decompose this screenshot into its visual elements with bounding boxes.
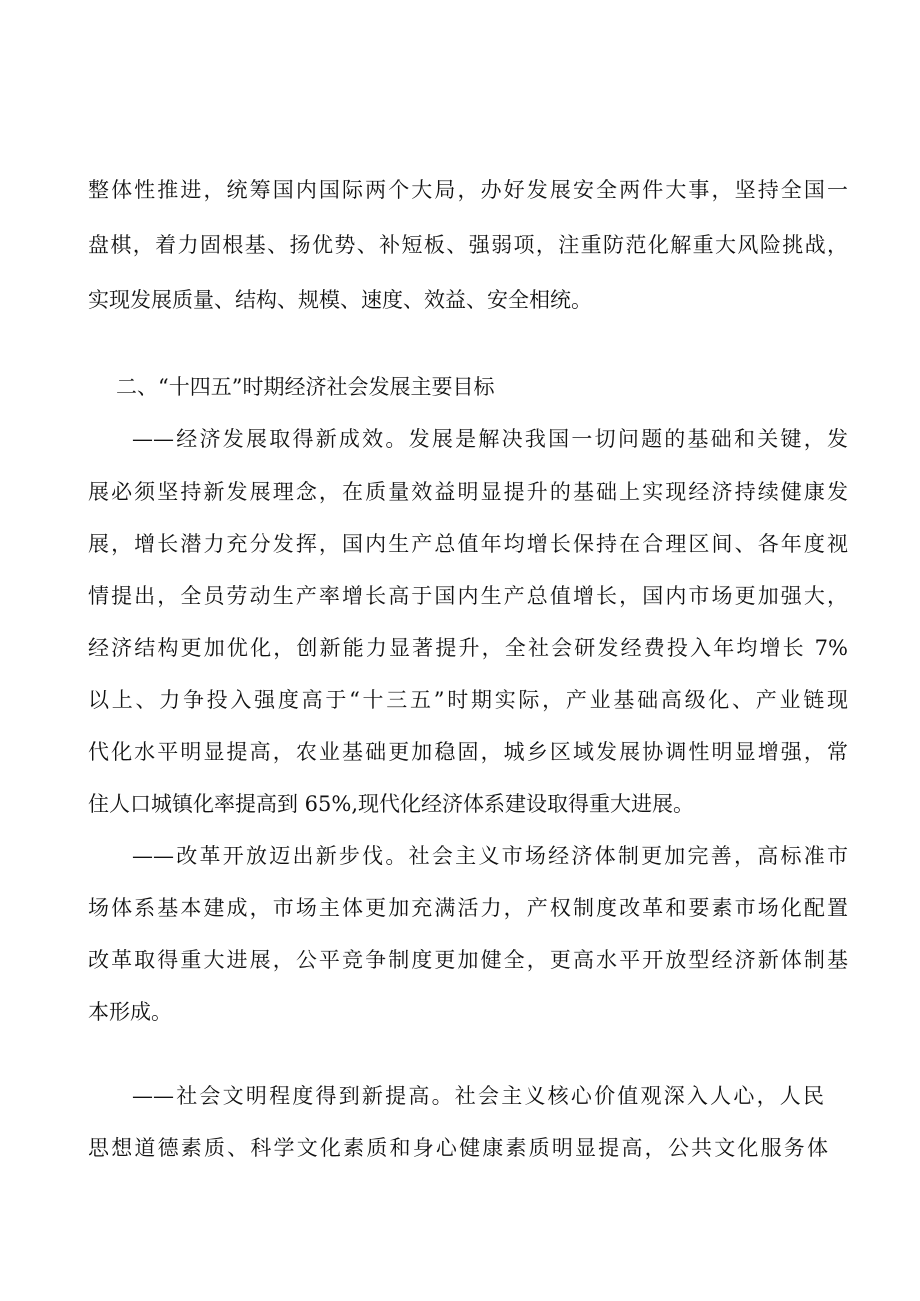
text-line: 展，增长潜力充分发挥，国内生产总值年均增长保持在合理区间、各年度视 (88, 532, 848, 556)
text-line: 展必须坚持新发展理念，在质量效益明显提升的基础上实现经济持续健康发 (88, 480, 848, 504)
text-line: 实现发展质量、结构、规模、速度、效益、安全相统。 (88, 288, 592, 312)
text-line: 情提出，全员劳动生产率增长高于国内生产总值增长，国内市场更加强大， (88, 584, 848, 608)
text-line: 场体系基本建成，市场主体更加充满活力，产权制度改革和要素市场化配置 (88, 896, 848, 920)
text-line: 住人口城镇化率提高到 65%,现代化经济体系建设取得重大进展。 (88, 792, 695, 816)
text-line: ——经济发展取得新成效。发展是解决我国一切问题的基础和关键，发 (132, 427, 848, 451)
section-heading: 二、“十四五”时期经济社会发展主要目标 (116, 375, 495, 399)
text-line: 本形成。 (88, 1000, 172, 1024)
text-line: 整体性推进，统筹国内国际两个大局，办好发展安全两件大事，坚持全国一 (88, 178, 848, 202)
text-line: 代化水平明显提高，农业基础更加稳固，城乡区域发展协调性明显增强，常 (88, 740, 848, 764)
text-line: 以上、力争投入强度高于“十三五”时期实际，产业基础高级化、产业链现 (88, 688, 848, 712)
text-line: 经济结构更加优化，创新能力显著提升，全社会研发经费投入年均增长 7% (88, 636, 848, 660)
text-line: ——社会文明程度得到新提高。社会主义核心价值观深入人心，人民 (132, 1084, 824, 1108)
text-line: 改革取得重大进展，公平竞争制度更加健全，更高水平开放型经济新体制基 (88, 948, 848, 972)
text-line: ——改革开放迈出新步伐。社会主义市场经济体制更加完善，高标准市 (132, 844, 848, 868)
text-line: 思想道德素质、科学文化素质和身心健康素质明显提高，公共文化服务体 (88, 1136, 828, 1160)
text-line: 盘棋，着力固根基、扬优势、补短板、强弱项，注重防范化解重大风险挑战， (88, 233, 848, 257)
